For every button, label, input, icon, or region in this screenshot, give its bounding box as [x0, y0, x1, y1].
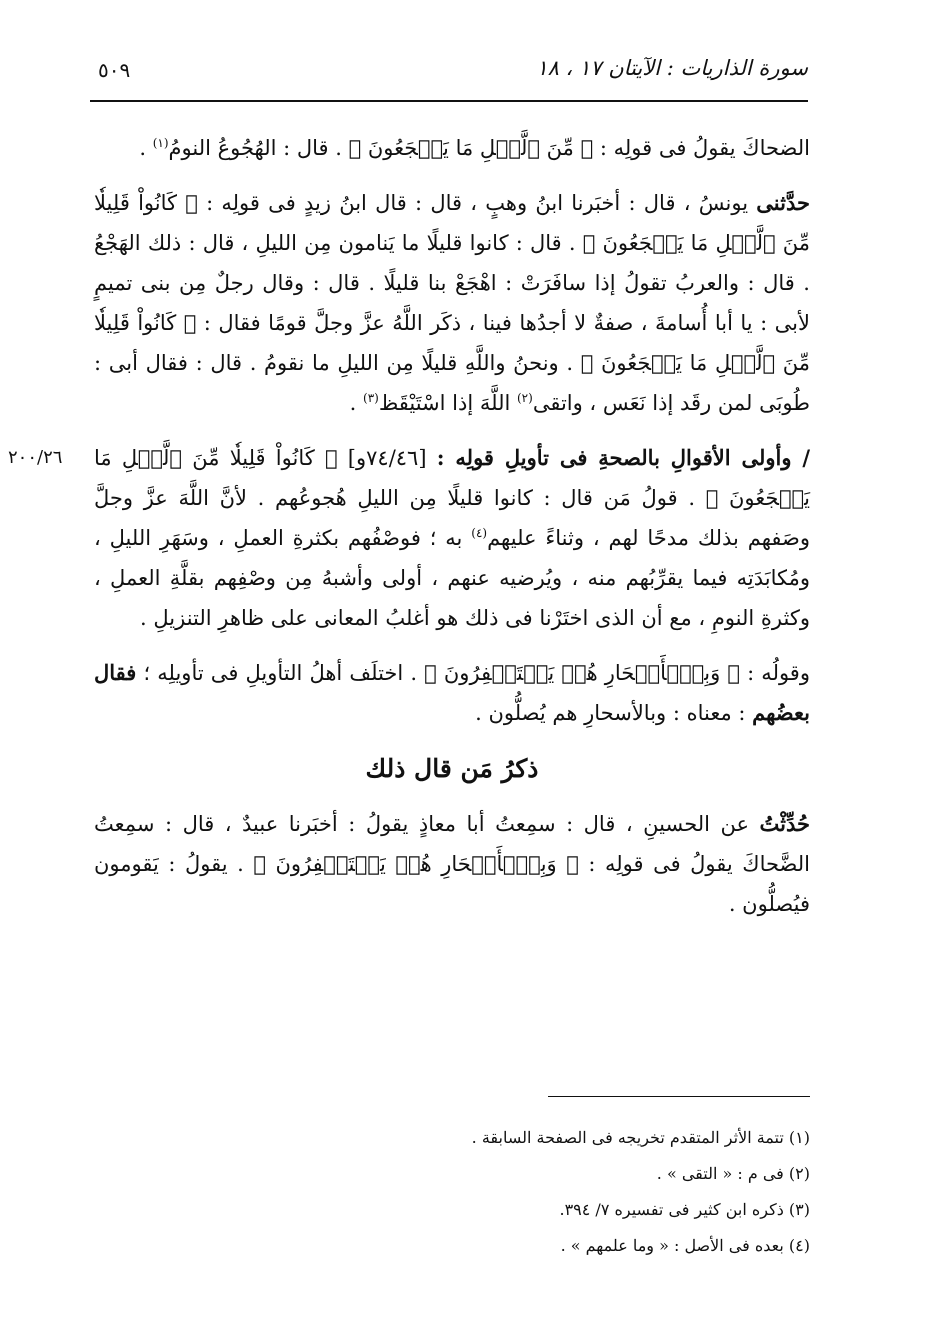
manuscript-bracket: [٧٤/٤٦و] — [337, 446, 437, 470]
paragraph-2 — [94, 183, 810, 423]
footnotes — [94, 1120, 810, 1264]
paragraph-lead: / وأولى الأقوالِ بالصحةِ فى تأويلِ قولِه : — [436, 445, 811, 470]
paragraph-1 — [94, 128, 810, 168]
footnote-marker: (٣) — [363, 391, 379, 405]
header-rule — [90, 100, 808, 102]
paragraph-text-2: اللَّهَ إذا اسْتَيْقَظ — [378, 391, 517, 415]
footnote-marker: (١) — [152, 136, 169, 150]
paragraph-tail: . — [139, 136, 153, 160]
footnote-rule — [548, 1096, 810, 1097]
footnote-marker: (٢) — [516, 391, 533, 405]
paragraph-text-2: به ؛ فوصْفُهم بكثرةِ العملِ ، وسَهَرِ الليلِ ، ومُكابَدَتِه فيما يقرِّبُهم منه ، ويُرضيه عنهم ، أولى وأشبهُ مِن وصْفِهم بقلَّةِ العملِ ، وكثرةِ النومِ ، مع أن الذى اختَرْنا فى ذلك هو أغلبُ المعانى على ظاهرِ التنزيلِ . — [94, 526, 810, 630]
paragraph-5 — [94, 804, 810, 924]
running-header — [90, 52, 808, 92]
footnote-1: (١) تتمة الأثر المتقدم تخريجه فى الصفحة السابقة . — [471, 1128, 810, 1147]
page-number: ٥٠٩ — [98, 58, 131, 82]
section-heading: ذكرُ مَن قال ذلك — [365, 754, 539, 783]
paragraph-text: ﴿ كَانُواْ قَلِيلٗا مِّنَ ٱلَّيۡلِ مَا يَهۡجَعُونَ ﴾ . قولُ مَن قال : كانوا قليلًا مِن الليلِ هُجوعُهم . لأنَّ اللَّهَ عزَّ وجلَّ وصَفهم بذلك مدحًا لهم ، وثناءً عليهم — [94, 446, 810, 550]
paragraph-tail: . — [349, 391, 363, 415]
narration-lead: حدَّثنى — [756, 190, 810, 215]
paragraph-4 — [94, 653, 810, 733]
footnote-4: (٤) بعده فى الأصل : « وما علمهم » . — [560, 1236, 810, 1255]
paragraph-text: وقولُه : ﴿ وَبِٱلۡأَسۡحَارِ هُمۡ يَسۡتَغۡفِرُونَ ﴾ . اختلَف أهلُ التأويلِ فى تأويلِه ؛ — [136, 661, 810, 685]
paragraph-3 — [8, 438, 811, 638]
paragraph-text: الضحاكَ يقولُ فى قولِه : ﴿ مِّنَ ٱلَّيۡلِ مَا يَهۡجَعُونَ ﴾ . قال : الهُجُوعُ النومُ — [168, 136, 810, 160]
paragraph-text: يونسُ ، قال : أخبَرنا ابنُ وهبٍ ، قال : قال ابنُ زيدٍ فى قولِه : ﴿ كَانُواْ قَلِيلٗا مِّنَ ٱلَّيۡلِ مَا يَهۡجَعُونَ ﴾ . قال : كانوا قليلًا ما يَنامون مِن الليلِ ، قال : ذلك الهَجْعُ . قال : والعربُ تقولُ إذا سافَرَتْ : اهْجَعْ بنا قليلًا . قال : وقال رجلٌ مِن بنى تميمٍ لأبى : يا أبا أُسامةَ ، صفةٌ لا أجدُها فينا ، ذكَر اللَّهُ عزَّ وجلَّ قومًا فقال : ﴿ كَانُواْ قَلِيلٗا مِّنَ ٱلَّيۡلِ مَا يَهۡجَعُونَ ﴾ . ونحنُ واللَّهِ قليلًا مِن الليلِ ما نقومُ . قال : فقال أبى : طُوبَى لمن رقَد إذا نَعَس ، واتقى — [94, 191, 810, 415]
margin-reference: ٢٠٠/٢٦ — [8, 447, 63, 468]
footnote-3: (٣) ذكره ابن كثير فى تفسيره ٧/ ٣٩٤. — [559, 1200, 810, 1219]
footnote-marker: (٤) — [471, 526, 488, 540]
main-text — [8, 128, 811, 939]
narration-lead: حُدِّثْتُ — [759, 811, 810, 836]
paragraph-bold: فقال بعضُهم — [94, 660, 810, 725]
paragraph-text: عن الحسينِ ، قال : سمِعتُ أبا معاذٍ يقولُ : أخبَرنا عبيدٌ ، قال : سمِعتُ الضَّحاكَ يقولُ فى قولِه : ﴿ وَبِٱلۡأَسۡحَارِ هُمۡ يَسۡتَغۡفِرُونَ ﴾ . يقولُ : يَقومون فيُصلُّون . — [94, 812, 810, 916]
running-title: سورة الذاريات : الآيتان ١٧ ، ١٨ — [536, 56, 808, 80]
footnote-2: (٢) فى م : « التقى » . — [656, 1164, 810, 1183]
paragraph-tail: : معناه : وبالأسحارِ هم يُصلُّون . — [475, 701, 753, 725]
